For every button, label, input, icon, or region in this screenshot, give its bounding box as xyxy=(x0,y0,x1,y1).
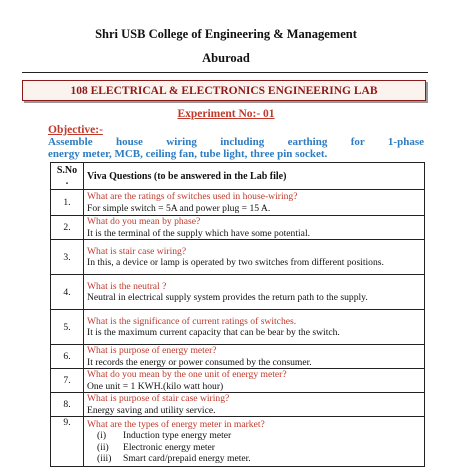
experiment-number: Experiment No:- 01 xyxy=(177,108,275,120)
table-row xyxy=(51,393,425,417)
question: What is stair case wiring? xyxy=(87,245,187,257)
row-number: 6. xyxy=(51,345,84,369)
question: What is purpose of stair case wiring? xyxy=(87,393,230,404)
row-number: 5. xyxy=(51,310,84,345)
answer: It records the energy or power consumed by the consumer. xyxy=(87,356,312,368)
row-content xyxy=(84,393,425,417)
row-number: 1. xyxy=(51,190,84,216)
table-header-row xyxy=(51,163,425,190)
question: What is purpose of energy meter? xyxy=(87,345,217,356)
table-row xyxy=(51,345,425,369)
answer: Energy saving and utility service. xyxy=(87,404,216,416)
answer: For simple switch = 5A and power plug = 15 A. xyxy=(87,202,271,214)
question: What do you mean by the one unit of energy meter? xyxy=(87,369,287,380)
question: What are the ratings of switches used in house-wiring? xyxy=(87,191,298,202)
question: What do you mean by phase? xyxy=(87,216,201,227)
question: What is the significance of current ratings of switches. xyxy=(87,315,297,327)
table-row xyxy=(51,369,425,393)
row-content xyxy=(84,216,425,240)
row-number: 8. xyxy=(51,393,84,417)
question: What are the types of energy meter in market? xyxy=(87,418,265,430)
header-divider xyxy=(22,72,428,73)
answer: Neutral in electrical supply system provides the return path to the supply. xyxy=(87,292,368,303)
meter-types-list xyxy=(87,430,421,465)
row-content xyxy=(84,369,425,393)
objective-line-1: Assemble house wiring including earthing for 1-phase xyxy=(48,136,424,148)
col-header-sno: S.No . xyxy=(51,163,84,190)
answer: It is the maximum current capacity that can be bear by the switch. xyxy=(87,327,340,338)
college-place: Aburoad xyxy=(202,51,250,65)
viva-table xyxy=(50,162,425,467)
row-content xyxy=(84,345,425,369)
list-item: (i) Induction type energy meter xyxy=(97,430,232,441)
college-name: Shri USB College of Engineering & Management xyxy=(95,27,357,41)
row-content xyxy=(84,240,425,275)
row-content xyxy=(84,310,425,345)
list-item: (iii) Smart card/prepaid energy meter. xyxy=(97,453,251,464)
table-row xyxy=(51,275,425,310)
table-row xyxy=(51,417,425,467)
objective-line-2: energy meter, MCB, ceiling fan, tube light, three pin socket. xyxy=(48,148,328,160)
row-number: 3. xyxy=(51,240,84,275)
table-row xyxy=(51,240,425,275)
answer: One unit = 1 KWH.(kilo watt hour) xyxy=(87,380,224,392)
lab-title-box xyxy=(22,80,426,101)
question: What is the neutral ? xyxy=(87,280,167,292)
row-number: 9. xyxy=(51,417,84,467)
row-content xyxy=(84,190,425,216)
row-number: 7. xyxy=(51,369,84,393)
row-number: 4. xyxy=(51,275,84,310)
list-item: (ii) Electronic energy meter xyxy=(97,441,215,453)
table-row xyxy=(51,310,425,345)
row-number: 2. xyxy=(51,216,84,240)
col-header-questions: Viva Questions (to be answered in the Lab file) xyxy=(84,163,425,190)
row-content xyxy=(84,417,425,467)
answer: It is the terminal of the supply which have some potential. xyxy=(87,227,311,239)
lab-title: 108 ELECTRICAL & ELECTRONICS ENGINEERING LAB xyxy=(70,85,378,97)
table-row xyxy=(51,190,425,216)
table-row xyxy=(51,216,425,240)
row-content xyxy=(84,275,425,310)
objective-heading: Objective:- xyxy=(48,124,103,136)
answer: In this, a device or lamp is operated by two switches from different positions. xyxy=(87,257,384,268)
